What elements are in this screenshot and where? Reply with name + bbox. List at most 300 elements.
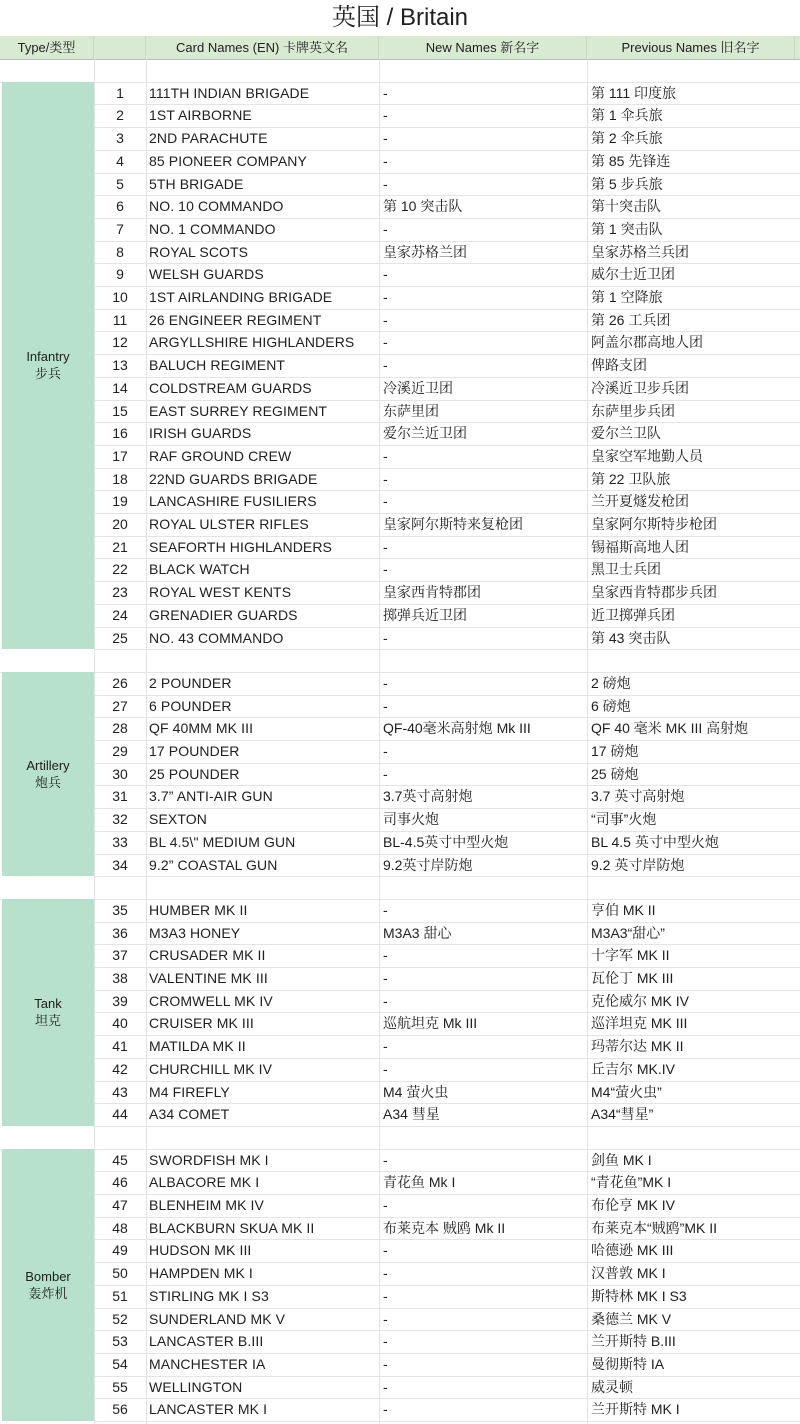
row-number[interactable]: 31 (112, 788, 128, 805)
card-name-en[interactable]: LANCASHIRE FUSILIERS (149, 493, 317, 510)
type-label-zh: 坦克 (34, 1013, 61, 1029)
table-row[interactable] (94, 967, 800, 990)
table-row[interactable] (94, 536, 800, 559)
card-name-en[interactable]: 5TH BRIGADE (149, 175, 244, 192)
card-name-en[interactable]: 111TH INDIAN BRIGADE (149, 84, 310, 101)
row-number[interactable]: 17 (112, 447, 128, 464)
table-row[interactable] (94, 785, 800, 808)
row-number[interactable]: 13 (112, 357, 128, 374)
card-name-en[interactable]: SEAFORTH HIGHLANDERS (149, 538, 332, 555)
new-name[interactable]: - (383, 266, 388, 283)
table-row[interactable] (94, 854, 800, 877)
new-name[interactable]: A34 彗星 (383, 1106, 440, 1123)
table-row[interactable] (94, 1058, 800, 1081)
card-name-en[interactable]: BLACK WATCH (149, 561, 250, 578)
previous-name[interactable]: 东萨里步兵团 (591, 402, 675, 419)
new-name[interactable]: 皇家阿尔斯特来复枪团 (383, 516, 523, 532)
table-row[interactable] (94, 445, 800, 468)
new-name[interactable]: - (383, 765, 388, 782)
card-name-en[interactable]: NO. 43 COMMANDO (149, 629, 284, 646)
previous-name[interactable]: 瓦伦丁 MK III (591, 970, 674, 986)
card-name-en[interactable]: CHURCHILL MK IV (149, 1060, 273, 1077)
previous-name[interactable]: 第十突击队 (591, 198, 661, 215)
card-name-en[interactable]: SWORDFISH MK I (149, 1151, 269, 1168)
new-name[interactable]: - (383, 334, 388, 351)
row-number[interactable]: 3 (116, 130, 124, 147)
previous-name[interactable]: 剑鱼 MK I (591, 1151, 652, 1168)
table-row[interactable] (94, 944, 800, 967)
card-name-en[interactable]: COLDSTREAM GUARDS (149, 379, 312, 396)
new-name[interactable]: 司事火炮 (383, 811, 439, 828)
row-number[interactable]: 22 (112, 561, 128, 578)
previous-name[interactable]: 近卫掷弹兵团 (591, 606, 675, 623)
table-row[interactable] (94, 1012, 800, 1035)
previous-name[interactable]: 皇家苏格兰兵团 (591, 243, 689, 260)
row-number[interactable]: 30 (112, 765, 128, 782)
new-name[interactable]: - (383, 674, 388, 691)
header-previous-names[interactable]: Previous Names 旧名字 (587, 36, 795, 59)
row-number[interactable]: 45 (112, 1151, 128, 1168)
table-row[interactable] (94, 150, 800, 173)
card-name-en[interactable]: A34 COMET (149, 1106, 230, 1123)
row-number[interactable]: 32 (112, 811, 128, 828)
new-name[interactable]: - (383, 289, 388, 305)
card-name-en[interactable]: 17 POUNDER (149, 743, 240, 759)
previous-name[interactable]: 爱尔兰卫队 (591, 425, 661, 442)
row-number[interactable]: 56 (112, 1401, 128, 1418)
new-name[interactable]: M3A3 甜心 (383, 924, 452, 941)
card-name-en[interactable]: ALBACORE MK I (149, 1174, 260, 1191)
previous-name[interactable]: 第 1 伞兵旅 (591, 107, 663, 124)
previous-name[interactable]: 巡洋坦克 MK III (591, 1015, 688, 1032)
previous-name[interactable]: “青花鱼”MK I (591, 1174, 672, 1191)
row-number[interactable]: 26 (112, 674, 128, 691)
table-row[interactable] (94, 331, 800, 354)
previous-name[interactable]: 玛蒂尔达 MK II (591, 1038, 684, 1055)
type-cell[interactable] (2, 899, 94, 1126)
table-row[interactable] (94, 1262, 800, 1285)
previous-name[interactable]: 阿盖尔郡高地人团 (591, 334, 703, 351)
row-number[interactable]: 44 (112, 1106, 128, 1123)
new-name[interactable]: - (383, 1378, 388, 1395)
previous-name[interactable]: 2 磅炮 (591, 674, 631, 691)
row-number[interactable]: 40 (112, 1015, 128, 1032)
table-row[interactable] (94, 241, 800, 264)
previous-name[interactable]: 俾路支团 (591, 357, 647, 374)
new-name[interactable]: - (383, 947, 388, 964)
previous-name[interactable]: 布伦亨 MK IV (591, 1197, 676, 1213)
card-name-en[interactable]: ROYAL WEST KENTS (149, 584, 292, 601)
table-row[interactable] (94, 740, 800, 763)
new-name[interactable]: 3.7英寸高射炮 (383, 788, 473, 805)
row-number[interactable]: 51 (112, 1287, 128, 1304)
table-row[interactable] (94, 1353, 800, 1376)
row-number[interactable]: 53 (112, 1333, 128, 1350)
row-number[interactable]: 20 (112, 516, 128, 532)
row-number[interactable]: 28 (112, 720, 128, 737)
card-name-en[interactable]: 25 POUNDER (149, 765, 240, 782)
new-name[interactable]: - (383, 561, 388, 578)
table-row[interactable] (94, 513, 800, 536)
type-label-en: Bomber (25, 1268, 71, 1284)
type-label-zh: 轰炸机 (28, 1285, 68, 1301)
header-card-names-en[interactable]: Card Names (EN) 卡牌英文名 (146, 36, 379, 59)
row-number[interactable]: 5 (116, 175, 124, 192)
card-name-en[interactable]: BL 4.5\" MEDIUM GUN (149, 833, 296, 850)
type-cell[interactable] (2, 672, 94, 876)
previous-name[interactable]: BL 4.5 英寸中型火炮 (591, 833, 719, 850)
card-name-en[interactable]: HUDSON MK III (149, 1242, 252, 1259)
new-name[interactable]: 9.2英寸岸防炮 (383, 856, 473, 873)
row-number[interactable]: 42 (112, 1060, 128, 1077)
new-name[interactable]: - (383, 1310, 388, 1327)
card-name-en[interactable]: ARGYLLSHIRE HIGHLANDERS (149, 334, 355, 351)
table-row[interactable] (94, 1194, 800, 1217)
new-name[interactable]: 掷弹兵近卫团 (383, 606, 467, 623)
row-divider (94, 876, 800, 877)
row-number[interactable]: 37 (112, 947, 128, 964)
new-name[interactable]: BL-4.5英寸中型火炮 (383, 833, 509, 850)
table-row[interactable] (94, 627, 800, 650)
previous-name[interactable]: 6 磅炮 (591, 697, 631, 714)
row-number[interactable]: 27 (112, 697, 128, 714)
new-name[interactable]: M4 萤火虫 (383, 1083, 449, 1100)
table-row[interactable] (94, 581, 800, 604)
card-name-en[interactable]: VALENTINE MK III (149, 970, 268, 986)
card-name-en[interactable]: BLACKBURN SKUA MK II (149, 1219, 315, 1236)
card-name-en[interactable]: NO. 1 COMMANDO (149, 220, 276, 237)
previous-name[interactable]: 斯特林 MK I S3 (591, 1287, 687, 1304)
previous-name[interactable]: “司事”火炮 (591, 811, 657, 828)
table-row[interactable] (94, 286, 800, 309)
previous-name[interactable]: 丘吉尔 MK.IV (591, 1060, 676, 1077)
table-row[interactable] (94, 604, 800, 627)
card-name-en[interactable]: 85 PIONEER COMPANY (149, 152, 307, 169)
card-name-en[interactable]: CRUSADER MK II (149, 947, 266, 964)
previous-name[interactable]: QF 40 毫米 MK III 高射炮 (591, 720, 749, 737)
new-name[interactable]: - (383, 107, 388, 124)
new-name[interactable]: 皇家西肯特郡团 (383, 584, 481, 601)
card-name-en[interactable]: WELSH GUARDS (149, 266, 264, 283)
card-name-en[interactable]: 3.7” ANTI-AIR GUN (149, 788, 273, 805)
table-row[interactable] (94, 104, 800, 127)
card-name-en[interactable]: 9.2” COASTAL GUN (149, 856, 278, 873)
previous-name[interactable]: 第 5 步兵旅 (591, 175, 663, 192)
table-row[interactable] (94, 218, 800, 241)
table-row[interactable] (94, 1330, 800, 1353)
new-name[interactable]: - (383, 1401, 388, 1418)
table-row[interactable] (94, 377, 800, 400)
card-name-en[interactable]: BLENHEIM MK IV (149, 1197, 264, 1213)
card-name-en[interactable]: ROYAL ULSTER RIFLES (149, 516, 309, 532)
card-name-en[interactable]: NO. 10 COMMANDO (149, 198, 284, 215)
row-number[interactable]: 48 (112, 1219, 128, 1236)
new-name[interactable]: - (383, 743, 388, 759)
table-row[interactable] (94, 1239, 800, 1262)
card-name-en[interactable]: 1ST AIRBORNE (149, 107, 252, 124)
row-number[interactable]: 4 (116, 152, 124, 169)
previous-name[interactable]: M3A3“甜心” (591, 924, 665, 941)
table-row[interactable] (94, 354, 800, 377)
new-name[interactable]: - (383, 1287, 388, 1304)
row-number[interactable]: 8 (116, 243, 124, 260)
card-name-en[interactable]: MANCHESTER IA (149, 1355, 266, 1372)
row-number[interactable]: 2 (116, 107, 124, 124)
card-name-en[interactable]: EAST SURREY REGIMENT (149, 402, 328, 419)
row-number[interactable]: 35 (112, 901, 128, 918)
table-row[interactable] (94, 422, 800, 445)
table-row[interactable] (94, 1103, 800, 1126)
row-divider (94, 1126, 800, 1127)
table-row[interactable] (94, 490, 800, 513)
table-row[interactable] (94, 1081, 800, 1104)
row-number[interactable]: 1 (116, 84, 124, 101)
type-cell[interactable] (2, 1149, 94, 1421)
card-name-en[interactable]: BALUCH REGIMENT (149, 357, 286, 374)
new-name[interactable]: 爱尔兰近卫团 (383, 425, 467, 442)
row-number[interactable]: 25 (112, 629, 128, 646)
new-name[interactable]: - (383, 697, 388, 714)
card-name-en[interactable]: MATILDA MK II (149, 1038, 246, 1055)
previous-name[interactable]: 第 43 突击队 (591, 629, 671, 646)
card-name-en[interactable]: GRENADIER GUARDS (149, 606, 298, 623)
previous-name[interactable]: 亨伯 MK II (591, 901, 656, 918)
new-name[interactable]: - (383, 1265, 388, 1282)
new-name[interactable]: - (383, 1242, 388, 1259)
previous-name[interactable]: 第 22 卫队旅 (591, 470, 671, 487)
header-new-names[interactable]: New Names 新名字 (379, 36, 587, 59)
new-name[interactable]: - (383, 84, 388, 101)
table-row[interactable] (94, 127, 800, 150)
row-number[interactable]: 7 (116, 220, 124, 237)
card-name-en[interactable]: ROYAL SCOTS (149, 243, 249, 260)
row-number[interactable]: 38 (112, 970, 128, 986)
row-number[interactable]: 14 (112, 379, 128, 396)
table-row[interactable] (94, 82, 800, 105)
table-row[interactable] (94, 1398, 800, 1421)
card-name-en[interactable]: LANCASTER MK I (149, 1401, 268, 1418)
type-cell[interactable] (2, 82, 94, 650)
card-name-en[interactable]: WELLINGTON (149, 1378, 243, 1395)
row-number[interactable]: 46 (112, 1174, 128, 1191)
new-name[interactable]: - (383, 901, 388, 918)
table-row[interactable] (94, 990, 800, 1013)
row-number[interactable]: 49 (112, 1242, 128, 1259)
table-row[interactable] (94, 309, 800, 332)
table-row[interactable] (94, 1285, 800, 1308)
row-number[interactable]: 54 (112, 1355, 128, 1372)
previous-name[interactable]: 哈德逊 MK III (591, 1242, 674, 1259)
row-number[interactable]: 50 (112, 1265, 128, 1282)
row-number[interactable]: 6 (116, 198, 124, 215)
table-row[interactable] (94, 672, 800, 695)
previous-name[interactable]: 兰开斯特 B.III (591, 1333, 676, 1350)
previous-name[interactable]: A34“彗星” (591, 1106, 654, 1123)
row-number[interactable]: 12 (112, 334, 128, 351)
previous-name[interactable]: 威灵顿 (591, 1378, 633, 1395)
previous-name[interactable]: 布莱克本“贼鸥”MK II (591, 1219, 717, 1236)
row-number[interactable]: 52 (112, 1310, 128, 1327)
new-name[interactable]: - (383, 220, 388, 237)
type-label-zh: 炮兵 (34, 775, 61, 791)
previous-name[interactable]: 威尔士近卫团 (591, 266, 675, 283)
card-name-en[interactable]: HUMBER MK II (149, 901, 248, 918)
previous-name[interactable]: 第 85 先锋连 (591, 152, 671, 169)
table-row[interactable] (94, 195, 800, 218)
previous-name[interactable]: 曼彻斯特 IA (591, 1355, 665, 1372)
table-row[interactable] (94, 695, 800, 718)
row-number[interactable]: 18 (112, 470, 128, 487)
card-name-en[interactable]: SUNDERLAND MK V (149, 1310, 286, 1327)
new-name[interactable]: - (383, 311, 388, 328)
previous-name[interactable]: 十字军 MK II (591, 947, 670, 964)
previous-name[interactable]: 第 1 空降旅 (591, 289, 663, 305)
new-name[interactable]: - (383, 1355, 388, 1372)
previous-name[interactable]: 兰开夏燧发枪团 (591, 493, 689, 510)
new-name[interactable]: - (383, 447, 388, 464)
new-name[interactable]: 第 10 突击队 (383, 198, 463, 215)
card-name-en[interactable]: 2ND PARACHUTE (149, 130, 268, 147)
row-number[interactable]: 11 (112, 311, 128, 328)
card-name-en[interactable]: 22ND GUARDS BRIGADE (149, 470, 318, 487)
row-number[interactable]: 36 (112, 924, 128, 941)
new-name[interactable]: - (383, 1333, 388, 1350)
row-number[interactable]: 16 (112, 425, 128, 442)
row-number[interactable]: 55 (112, 1378, 128, 1395)
card-name-en[interactable]: M3A3 HONEY (149, 924, 241, 941)
table-row[interactable] (94, 468, 800, 491)
new-name[interactable]: - (383, 470, 388, 487)
row-number[interactable]: 33 (112, 833, 128, 850)
table-row[interactable] (94, 763, 800, 786)
previous-name[interactable]: 第 26 工兵团 (591, 311, 671, 328)
new-name[interactable]: 巡航坦克 Mk III (383, 1015, 478, 1032)
row-number[interactable]: 15 (112, 402, 128, 419)
table-row[interactable] (94, 263, 800, 286)
table-row[interactable] (94, 831, 800, 854)
header-type[interactable]: Type/类型 (0, 36, 94, 59)
table-row[interactable] (94, 1308, 800, 1331)
card-name-en[interactable]: STIRLING MK I S3 (149, 1287, 269, 1304)
previous-name[interactable]: 汉普敦 MK I (591, 1265, 666, 1282)
previous-name[interactable]: 皇家西肯特郡步兵团 (591, 584, 717, 601)
previous-name[interactable]: 25 磅炮 (591, 765, 639, 782)
row-number[interactable]: 43 (112, 1083, 128, 1100)
previous-name[interactable]: 第 111 印度旅 (591, 84, 677, 101)
table-row[interactable] (94, 717, 800, 740)
row-number[interactable]: 9 (116, 266, 124, 283)
new-name[interactable]: - (383, 152, 388, 169)
card-name-en[interactable]: SEXTON (149, 811, 207, 828)
new-name[interactable]: - (383, 629, 388, 646)
type-label-zh: 步兵 (34, 366, 61, 382)
table-row[interactable] (94, 899, 800, 922)
previous-name[interactable]: M4“萤火虫” (591, 1083, 662, 1100)
card-name-en[interactable]: 6 POUNDER (149, 697, 232, 714)
card-name-en[interactable]: 2 POUNDER (149, 674, 232, 691)
table-row[interactable] (94, 1376, 800, 1399)
new-name[interactable]: 东萨里团 (383, 402, 439, 419)
previous-name[interactable]: 冷溪近卫步兵团 (591, 379, 689, 396)
new-name[interactable]: - (383, 538, 388, 555)
card-name-en[interactable]: 1ST AIRLANDING BRIGADE (149, 289, 333, 305)
row-divider (94, 649, 800, 650)
card-name-en[interactable]: CROMWELL MK IV (149, 992, 273, 1009)
new-name[interactable]: - (383, 970, 388, 986)
table-row[interactable] (94, 1035, 800, 1058)
card-name-en[interactable]: CRUISER MK III (149, 1015, 254, 1032)
card-name-en[interactable]: HAMPDEN MK I (149, 1265, 253, 1282)
new-name[interactable]: - (383, 357, 388, 374)
previous-name[interactable]: 皇家空军地勤人员 (591, 447, 703, 464)
new-name[interactable]: 皇家苏格兰团 (383, 243, 467, 260)
new-name[interactable]: 布莱克本 贼鸥 Mk II (383, 1219, 506, 1236)
card-name-en[interactable]: IRISH GUARDS (149, 425, 252, 442)
previous-name[interactable]: 兰开斯特 MK I (591, 1401, 680, 1418)
previous-name[interactable]: 17 磅炮 (591, 743, 639, 759)
previous-name[interactable]: 桑德兰 MK V (591, 1310, 672, 1327)
new-name[interactable]: - (383, 130, 388, 147)
previous-name[interactable]: 克伦威尔 MK IV (591, 992, 690, 1009)
new-name[interactable]: - (383, 1151, 388, 1168)
table-row[interactable] (94, 1149, 800, 1172)
new-name[interactable]: - (383, 1060, 388, 1077)
header-row (0, 36, 800, 60)
new-name[interactable]: - (383, 1197, 388, 1213)
new-name[interactable]: - (383, 1038, 388, 1055)
new-name[interactable]: - (383, 175, 388, 192)
card-name-en[interactable]: RAF GROUND CREW (149, 447, 292, 464)
new-name[interactable]: - (383, 493, 388, 510)
row-number[interactable]: 34 (112, 856, 128, 873)
row-number[interactable]: 10 (112, 289, 128, 305)
card-name-en[interactable]: QF 40MM MK III (149, 720, 254, 737)
card-name-en[interactable]: M4 FIREFLY (149, 1083, 230, 1100)
row-number[interactable]: 41 (112, 1038, 128, 1055)
previous-name[interactable]: 3.7 英寸高射炮 (591, 788, 685, 805)
previous-name[interactable]: 9.2 英寸岸防炮 (591, 856, 685, 873)
table-row[interactable] (94, 1217, 800, 1240)
previous-name[interactable]: 皇家阿尔斯特步枪团 (591, 516, 717, 532)
new-name[interactable]: 青花鱼 Mk I (383, 1174, 456, 1191)
row-number[interactable]: 23 (112, 584, 128, 601)
type-label-en: Tank (34, 996, 62, 1012)
table-row[interactable] (94, 1171, 800, 1194)
card-name-en[interactable]: 26 ENGINEER REGIMENT (149, 311, 322, 328)
row-number[interactable]: 39 (112, 992, 128, 1009)
new-name[interactable]: - (383, 992, 388, 1009)
row-number[interactable]: 21 (112, 538, 128, 555)
card-name-en[interactable]: LANCASTER B.III (149, 1333, 264, 1350)
row-number[interactable]: 47 (112, 1197, 128, 1213)
table-row[interactable] (94, 558, 800, 581)
type-label-en: Infantry (26, 349, 70, 365)
table-row[interactable] (94, 922, 800, 945)
previous-name[interactable]: 黑卫士兵团 (591, 561, 661, 578)
previous-name[interactable]: 锡福斯高地人团 (591, 538, 689, 555)
new-name[interactable]: 冷溪近卫团 (383, 379, 453, 396)
row-number[interactable]: 19 (112, 493, 128, 510)
previous-name[interactable]: 第 1 突击队 (591, 220, 663, 237)
previous-name[interactable]: 第 2 伞兵旅 (591, 130, 663, 147)
new-name[interactable]: QF-40毫米高射炮 Mk III (383, 720, 531, 737)
table-row[interactable] (94, 173, 800, 196)
header-number[interactable] (94, 36, 146, 59)
row-number[interactable]: 24 (112, 606, 128, 623)
table-row[interactable] (94, 400, 800, 423)
row-number[interactable]: 29 (112, 743, 128, 759)
table-row[interactable] (94, 808, 800, 831)
